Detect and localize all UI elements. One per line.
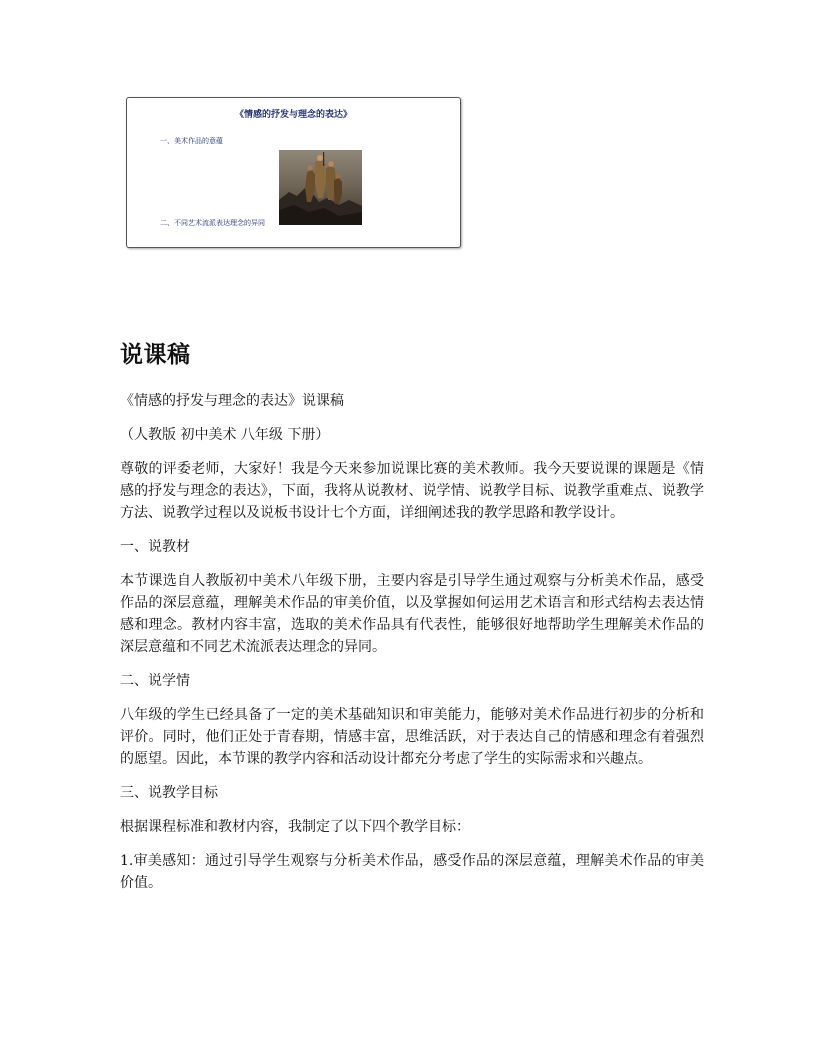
slide-title: 《情感的抒发与理念的表达》 <box>234 110 352 120</box>
intro-paragraph: 尊敬的评委老师，大家好！我是今天来参加说课比赛的美术教师。我今天要说课的课题是《情感的抒发与理念的表达》，下面，我将从说教材、说学情、说教学目标、说教学重难点、说教学方法、说教学过程以及说板书设计七个方面，详细阐述我的教学思路和教学设计。 <box>120 461 704 521</box>
subtitle-line: 《情感的抒发与理念的表达》说课稿 <box>120 393 344 409</box>
objectives-intro: 根据课程标准和教材内容，我制定了以下四个教学目标： <box>120 819 470 835</box>
objective-item-1: 1.审美感知：通过引导学生观察与分析美术作品，感受作品的深层意蕴，理解美术作品的审美价值。 <box>120 853 704 891</box>
document-body <box>120 390 704 906</box>
section-heading-objectives: 三、说教学目标 <box>120 785 218 801</box>
slide-item-2: 二、不同艺术流派表达理念的异同 <box>160 219 265 227</box>
slide-item-1: 一、美术作品的意蕴 <box>160 137 223 145</box>
students-paragraph: 八年级的学生已经具备了一定的美术基础知识和审美能力，能够对美术作品进行初步的分析和评价。同时，他们正处于青春期，情感丰富，思维活跃，对于表达自己的情感和理念有着强烈的愿望。因此，本节课的教学内容和活动设计都充分考虑了学生的实际需求和兴趣点。 <box>120 707 704 767</box>
document-title: 说课稿 <box>120 342 191 368</box>
section-heading-students: 二、说学情 <box>120 673 190 689</box>
section-heading-textbook: 一、说教材 <box>120 539 190 555</box>
edition-line: （人教版 初中美术 八年级 下册） <box>120 427 330 443</box>
textbook-paragraph: 本节课选自人教版初中美术八年级下册，主要内容是引导学生通过观察与分析美术作品，感受作品的深层意蕴，理解美术作品的审美价值，以及掌握如何运用艺术语言和形式结构去表达情感和理念。教材内容丰富，选取的美术作品具有代表性，能够很好地帮助学生理解美术作品的深层意蕴和不同艺术流派表达理念的异同。 <box>120 573 704 655</box>
painting-image <box>279 150 362 225</box>
slide-thumbnail <box>126 97 461 248</box>
